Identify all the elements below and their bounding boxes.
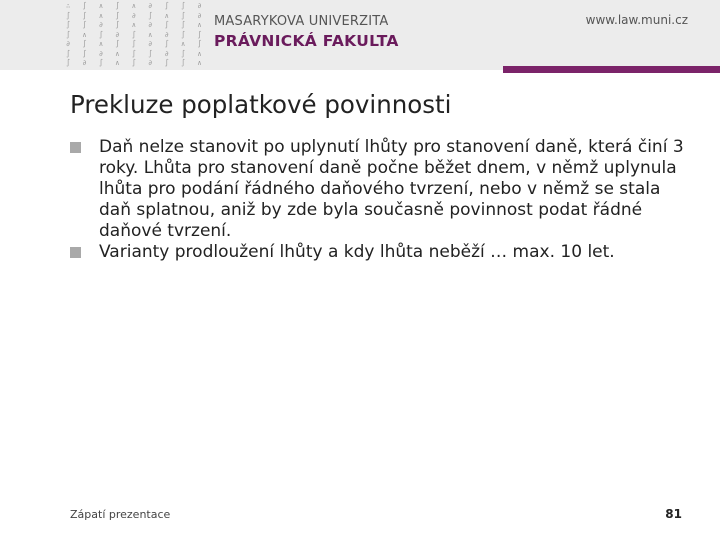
- bullet-text: Daň nelze stanovit po uplynutí lhůty pro stanovení daně, která činí 3 roky. Lhůta pro stanovení daně počne běžet dnem, v němž uplynula lhůta pro podání řádného daňového tvrzení, nebo v němž se stala daň splatnou, aniž by zde byla současně povinnost podat řádné daňové tvrzení.: [99, 137, 684, 241]
- page-number: 81: [665, 507, 682, 521]
- square-bullet-icon: [70, 142, 81, 153]
- university-logo-pattern: ∴ ∫ ∧ ∫ ∧ ∂ ∫ ∫ ∂ ∫ ∫ ∧ ∫ ∂ ∫ ∧ ∫ ∂ ∫ ∫ ∂ ∫ ∧ ∂ ∫ ∫ ∧ ∫ ∧ ∫ ∂ ∫ ∧ ∂ ∫ ∫ ∂ ∫ ∧ ∫ ∫ ∂ ∫ ∧ ∫ ∫ ∫ ∂ ∧ ∫ ∫ ∂ ∫ ∧ ∫ ∂ ∫ ∧ ∫ ∂ ∫ ∫ ∧: [66, 2, 206, 67]
- bullet-item: [70, 137, 690, 242]
- bullet-list: [70, 137, 690, 263]
- slide-header: [0, 0, 720, 70]
- slide-title: Prekluze poplatkové povinnosti: [70, 90, 452, 119]
- faculty-name: PRÁVNICKÁ FAKULTA: [214, 32, 399, 50]
- square-bullet-icon: [70, 247, 81, 258]
- bullet-text: Varianty prodloužení lhůty a kdy lhůta neběží … max. 10 let.: [99, 242, 615, 262]
- website-url: www.law.muni.cz: [585, 13, 688, 27]
- university-name: MASARYKOVA UNIVERZITA: [214, 14, 389, 29]
- footer-text: Zápatí prezentace: [70, 508, 171, 521]
- header-accent-bar: [503, 66, 720, 73]
- bullet-item: [70, 242, 690, 263]
